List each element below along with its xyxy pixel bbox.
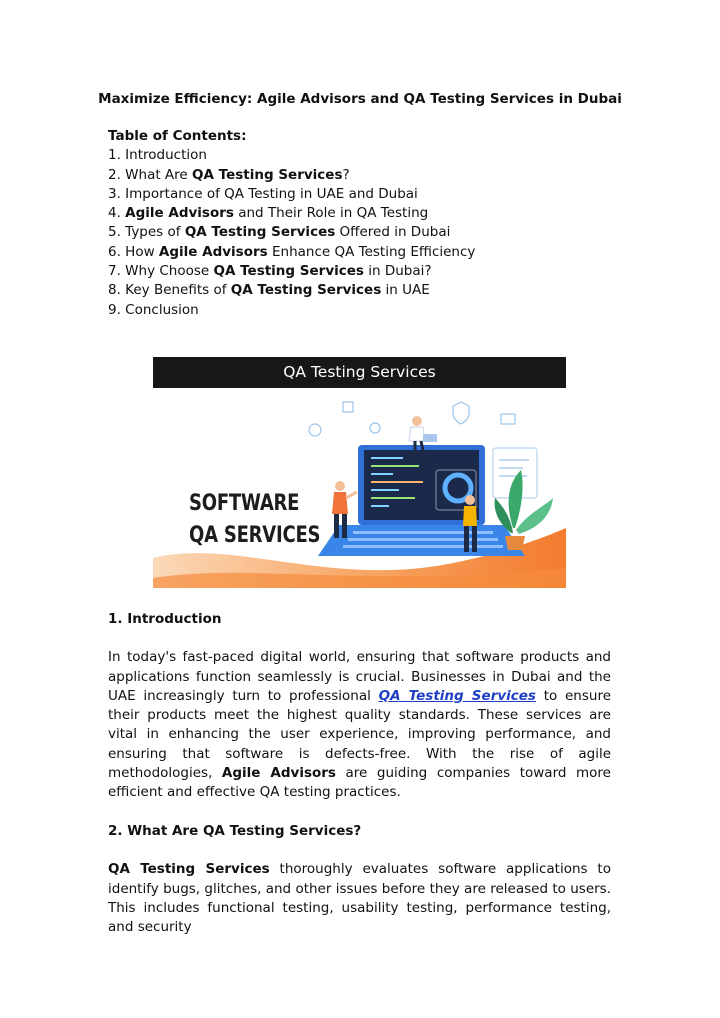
- document-title: Maximize Efficiency: Agile Advisors and QA Testing Services in Dubai: [98, 91, 622, 107]
- toc-item: 5. Types of QA Testing Services Offered in Dubai: [108, 224, 451, 241]
- figure-headline: [189, 488, 320, 552]
- figure-artwork: [153, 388, 566, 588]
- toc-item: 8. Key Benefits of QA Testing Services in UAE: [108, 282, 430, 299]
- toc-item: 6. How Agile Advisors Enhance QA Testing Efficiency: [108, 243, 476, 260]
- toc-item: 2. What Are QA Testing Services?: [108, 166, 350, 183]
- toc-item: 7. Why Choose QA Testing Services in Dubai?: [108, 263, 432, 280]
- figure-banner: QA Testing Services: [153, 357, 566, 388]
- section-paragraph: In today's fast-paced digital world, ensuring that software products and applications function seamlessly is crucial. Businesses in Dubai and the UAE increasingly turn to professional QA Testing Services to ensure their products meet the highest quality standards. These services are vital in enhancing the user experience, improving performance, and ensuring that software is defects-free. With the rise of agile methodologies, Agile Advisors are guiding companies toward more efficient and effective QA testing practices.: [108, 649, 612, 801]
- toc-item: 3. Importance of QA Testing in UAE and Dubai: [108, 185, 418, 202]
- headline-line-1: SOFTWARE: [189, 491, 300, 516]
- table-of-contents: [108, 127, 618, 320]
- toc-item: 9. Conclusion: [108, 301, 199, 318]
- section-heading: 2. What Are QA Testing Services?: [108, 823, 362, 839]
- toc-heading: Table of Contents:: [108, 128, 247, 144]
- toc-item: 1. Introduction: [108, 147, 207, 164]
- section-what-are: [108, 822, 611, 937]
- toc-item: 4. Agile Advisors and Their Role in QA Testing: [108, 205, 429, 222]
- qa-services-illustration: [153, 357, 566, 588]
- section-heading: 1. Introduction: [108, 611, 222, 627]
- headline-line-2: QA SERVICES: [189, 523, 321, 548]
- section-introduction: [108, 610, 611, 803]
- qa-testing-services-link[interactable]: QA Testing Services: [378, 687, 536, 704]
- section-paragraph: QA Testing Services thoroughly evaluates software applications to identify bugs, glitches, and other issues before they are released to users. This includes functional testing, usability testing, performance testing, and security: [108, 861, 611, 936]
